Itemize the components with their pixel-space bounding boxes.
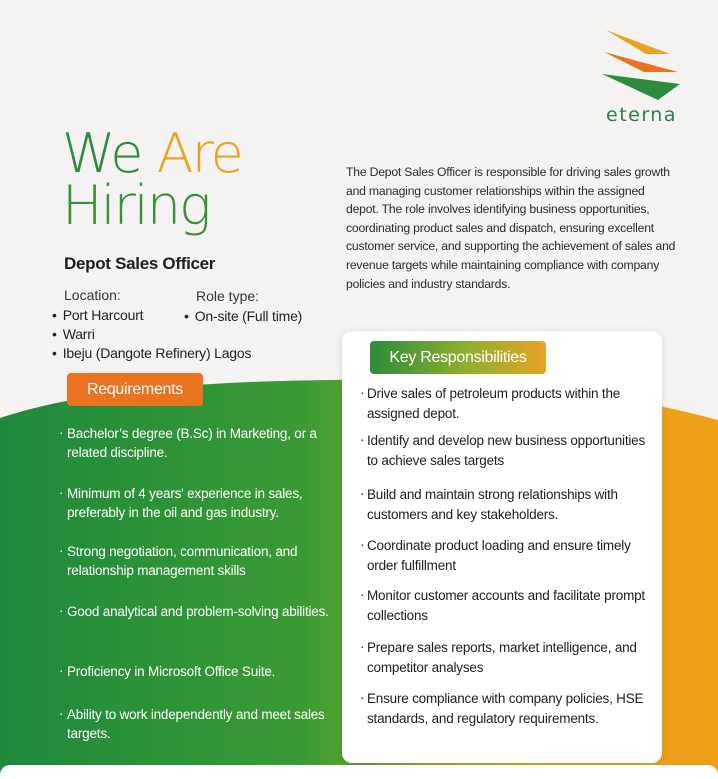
requirement-item: · Minimum of 4 years' experience in sales, preferably in the oil and gas industry. <box>60 484 347 522</box>
responsibility-item: · Monitor customer accounts and facilitate prompt collections <box>360 586 657 625</box>
role-type-item: • On-site (Full time) <box>184 307 302 326</box>
job-title: Depot Sales Officer <box>64 254 216 273</box>
eterna-logo <box>598 28 688 128</box>
job-description: The Depot Sales Officer is responsible for driving sales growth and managing customer relationships within the assigned depot. The role involves identifying business opportunities, coordinating product sales and dispatch, ensuring excellent customer service, and supporting the achievement of sales and revenue targets while maintaining compliance with company policies and industry standards. <box>346 165 676 291</box>
requirement-item: · Good analytical and problem-solving abilities. <box>60 602 347 621</box>
location-label: Location: <box>64 287 121 303</box>
location-item: • Warri <box>52 325 251 344</box>
page-title <box>62 122 242 237</box>
responsibility-item: · Build and maintain strong relationships with customers and key stakeholders. <box>360 485 657 524</box>
responsibilities-heading: Key Responsibilities <box>370 341 546 374</box>
requirement-item: · Ability to work independently and meet sales targets. <box>60 705 347 743</box>
responsibility-item: · Identify and develop new business opportunities to achieve sales targets <box>360 431 657 470</box>
headline-we: We <box>62 122 142 185</box>
requirement-item: · Strong negotiation, communication, and relationship management skills <box>60 542 347 580</box>
requirements-heading: Requirements <box>67 373 203 406</box>
location-item: • Port Harcourt <box>52 306 251 325</box>
role-type-list <box>184 307 302 326</box>
headline-hiring: Hiring <box>62 174 210 237</box>
responsibility-item: · Prepare sales reports, market intelligence, and competitor analyses <box>360 638 657 677</box>
requirement-item: · Proficiency in Microsoft Office Suite. <box>60 662 347 681</box>
headline-are: Are <box>156 122 242 185</box>
responsibility-item: · Drive sales of petroleum products within the assigned depot. <box>360 384 657 423</box>
responsibility-item: · Coordinate product loading and ensure timely order fulfillment <box>360 536 657 575</box>
requirement-item: · Bachelor’s degree (B.Sc) in Marketing, or a related discipline. <box>60 424 347 462</box>
role-type-label: Role type: <box>196 288 260 304</box>
responsibility-item: · Ensure compliance with company policies, HSE standards, and regulatory requirements. <box>360 689 657 728</box>
location-item: • Ibeju (Dangote Refinery) Lagos <box>52 344 251 363</box>
logo-wordmark: eterna <box>606 104 677 126</box>
footer-panel-edge <box>0 765 718 779</box>
eterna-logo-mark <box>598 28 688 103</box>
